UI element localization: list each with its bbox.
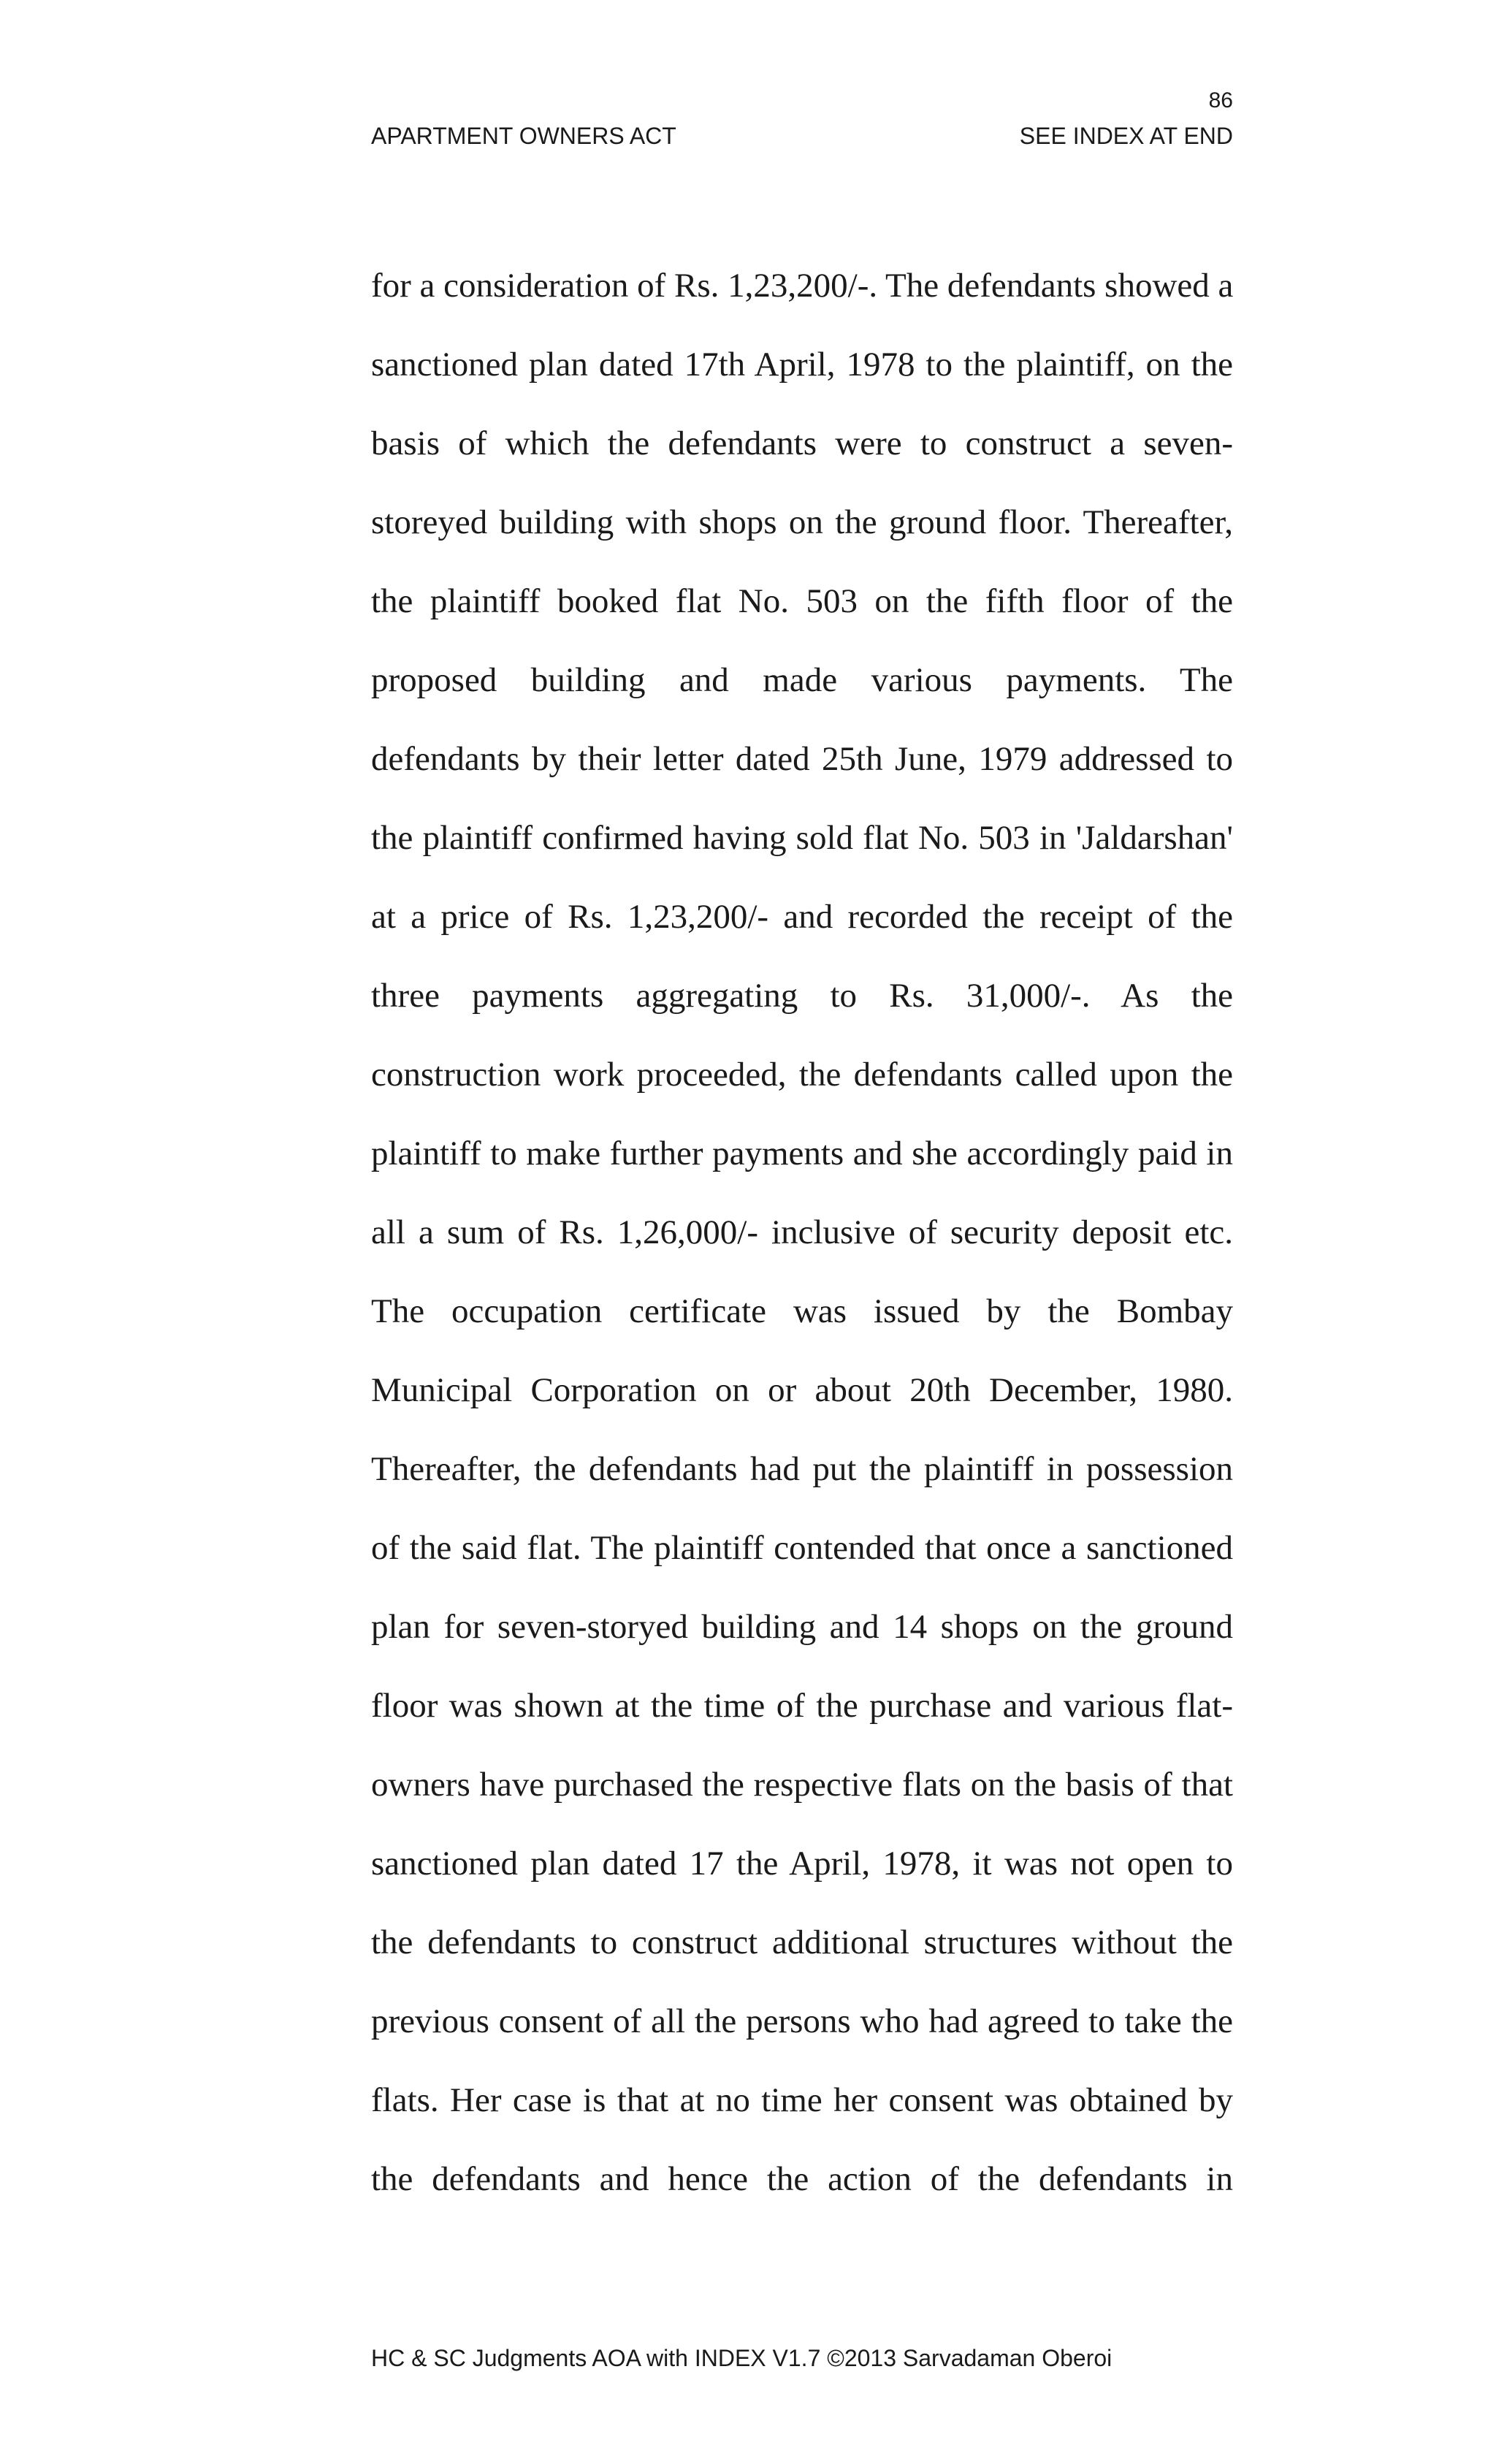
body-line: previous consent of all the persons who had agreed to take the xyxy=(371,2002,1233,2040)
body-line: storeyed building with shops on the ground floor. Thereafter, xyxy=(371,503,1233,541)
body-line: sanctioned plan dated 17th April, 1978 to the plaintiff, on the xyxy=(371,346,1233,384)
body-line: floor was shown at the time of the purchase and various flat- xyxy=(371,1687,1233,1725)
body-line: construction work proceeded, the defendants called upon the xyxy=(371,1056,1233,1094)
body-line: all a sum of Rs. 1,26,000/- inclusive of security deposit etc. xyxy=(371,1213,1233,1251)
body-line: proposed building and made various payments. The xyxy=(371,661,1233,699)
body-line: the defendants and hence the action of the defendants in xyxy=(371,2160,1233,2198)
body-line: The occupation certificate was issued by the Bombay xyxy=(371,1292,1233,1330)
header-title: APARTMENT OWNERS ACT xyxy=(371,123,676,149)
body-line: defendants by their letter dated 25th June, 1979 addressed to xyxy=(371,740,1233,778)
body-line: at a price of Rs. 1,23,200/- and recorded the receipt of the xyxy=(371,898,1233,936)
header-index-note: SEE INDEX AT END xyxy=(1019,123,1233,149)
page-number: 86 xyxy=(1208,88,1233,112)
running-footer: HC & SC Judgments AOA with INDEX V1.7 ©2013 Sarvadaman Oberoi xyxy=(371,2345,1113,2371)
body-line: Thereafter, the defendants had put the plaintiff in possession xyxy=(371,1450,1233,1488)
body-text xyxy=(371,259,1233,2232)
body-line: the plaintiff confirmed having sold flat No. 503 in 'Jaldarshan' xyxy=(371,819,1233,857)
body-line: plaintiff to make further payments and she accordingly paid in xyxy=(371,1134,1233,1172)
running-header xyxy=(371,121,1233,150)
body-line: for a consideration of Rs. 1,23,200/-. The defendants showed a xyxy=(371,267,1233,305)
body-line: sanctioned plan dated 17 the April, 1978, it was not open to xyxy=(371,1845,1233,1883)
body-line: plan for seven-storyed building and 14 shops on the ground xyxy=(371,1608,1233,1646)
body-line: Municipal Corporation on or about 20th December, 1980. xyxy=(371,1371,1233,1409)
body-line: the defendants to construct additional structures without the xyxy=(371,1923,1233,1961)
body-line: the plaintiff booked flat No. 503 on the fifth floor of the xyxy=(371,582,1233,620)
body-line: of the said flat. The plaintiff contended that once a sanctioned xyxy=(371,1529,1233,1567)
body-line: flats. Her case is that at no time her consent was obtained by xyxy=(371,2081,1233,2119)
body-line: basis of which the defendants were to construct a seven- xyxy=(371,424,1233,462)
body-line: three payments aggregating to Rs. 31,000/-. As the xyxy=(371,977,1233,1015)
body-line: owners have purchased the respective flats on the basis of that xyxy=(371,1766,1233,1804)
